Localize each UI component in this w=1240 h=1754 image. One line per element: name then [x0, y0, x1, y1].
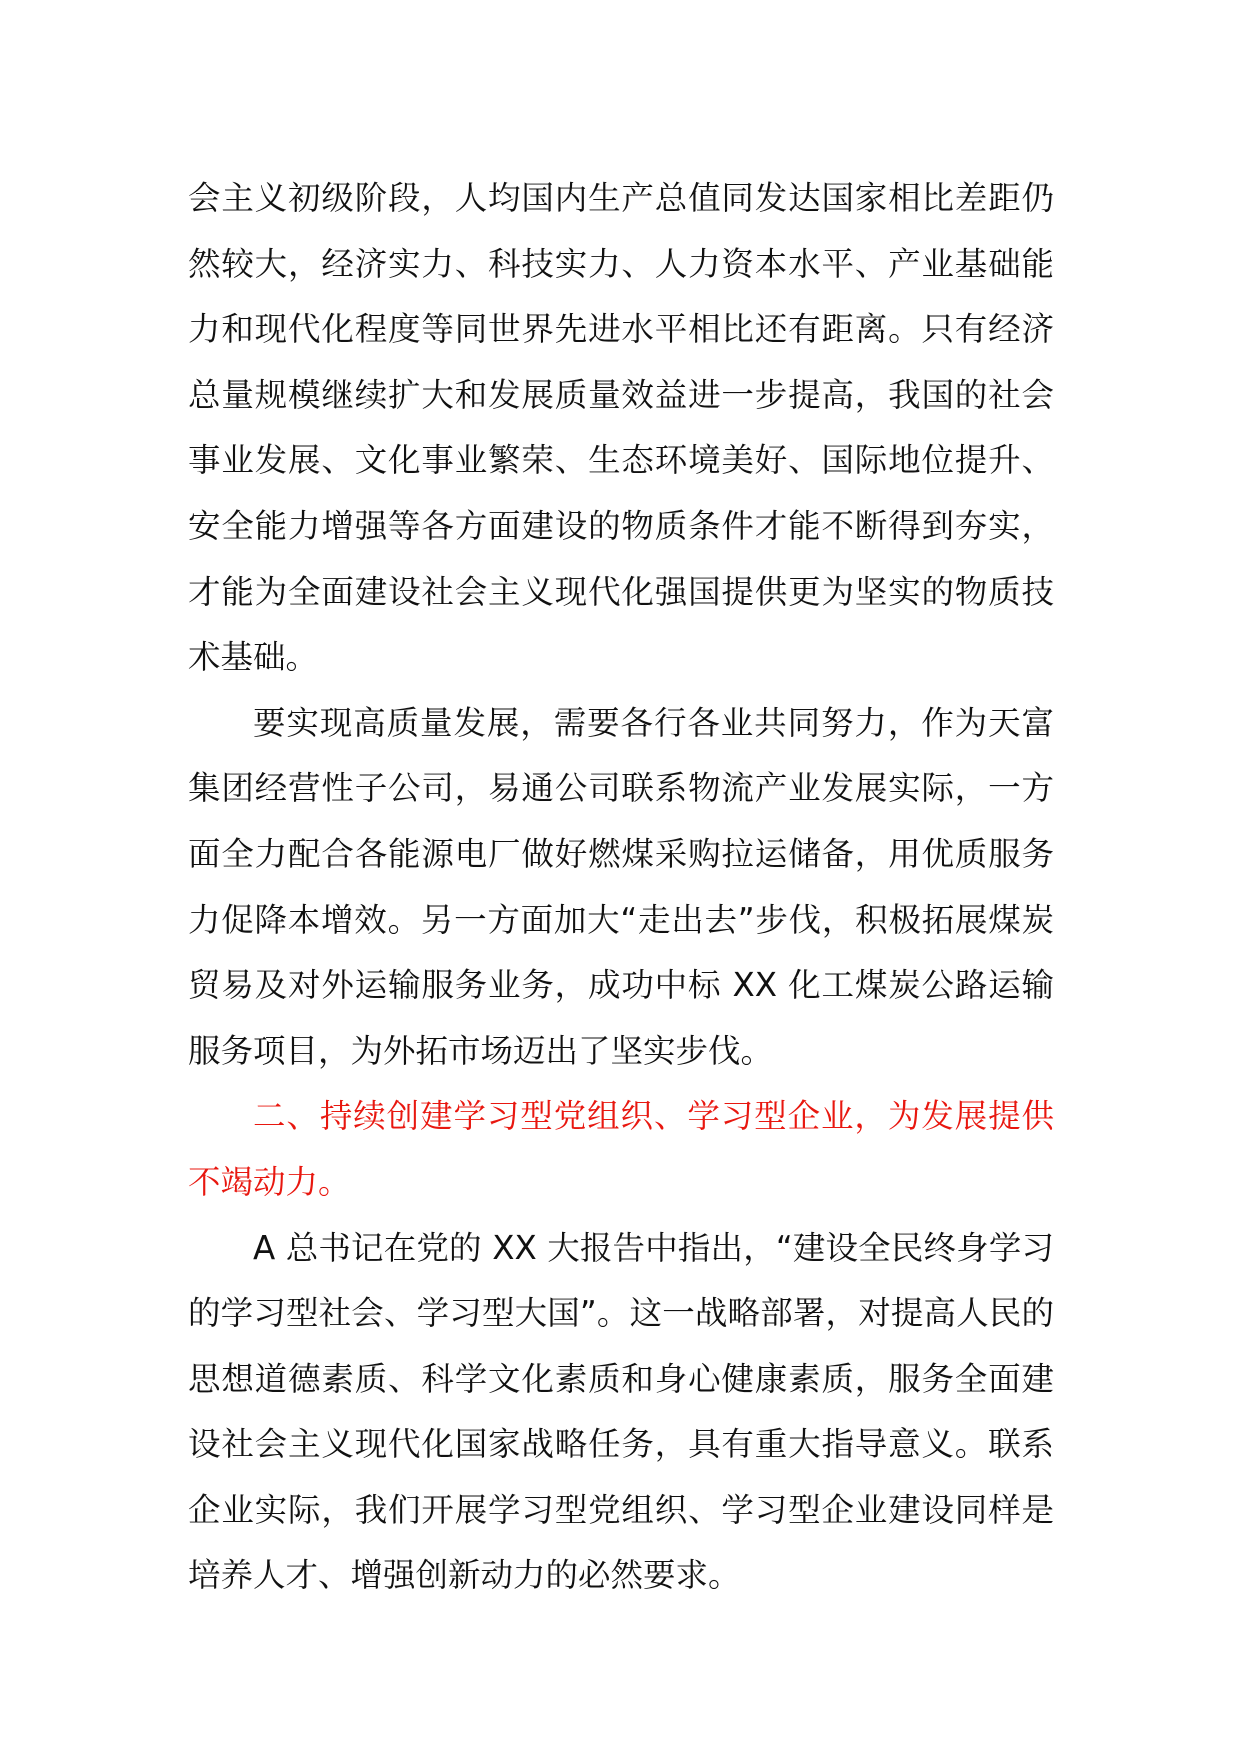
paragraph-company-development: 要实现高质量发展，需要各行各业共同努力，作为天富集团经营性子公司，易通公司联系物流产业发展实际，一方面全力配合各能源电厂做好燃煤采购拉运储备，用优质服务力促降本增效。另一方面加大“走出去”步伐，积极拓展煤炭贸易及对外运输服务业务，成功中标 XX 化工煤炭公路运输服务项目，为外拓市场迈出了坚实步伐。 — [188, 703, 1054, 1070]
document-body — [188, 166, 1054, 1609]
section-heading-learning-organization: 二、持续创建学习型党组织、学习型企业，为发展提供不竭动力。 — [188, 1097, 1054, 1201]
paragraph-continued-intro: 会主义初级阶段，人均国内生产总值同发达国家相比差距仍然较大，经济实力、科技实力、人力资本水平、产业基础能力和现代化程度等同世界先进水平相比还有距离。只有经济总量规模继续扩大和发展质量效益进一步提高，我国的社会事业发展、文化事业繁荣、生态环境美好、国际地位提升、安全能力增强等各方面建设的物质条件才能不断得到夯实，才能为全面建设社会主义现代化强国提供更为坚实的物质技术基础。 — [188, 179, 1054, 677]
paragraph-learning-society: A 总书记在党的 XX 大报告中指出，“建设全民终身学习的学习型社会、学习型大国”。这一战略部署，对提高人民的思想道德素质、科学文化素质和身心健康素质，服务全面建设社会主义现代化国家战略任务，具有重大指导意义。联系企业实际，我们开展学习型党组织、学习型企业建设同样是培养人才、增强创新动力的必然要求。 — [188, 1228, 1054, 1595]
